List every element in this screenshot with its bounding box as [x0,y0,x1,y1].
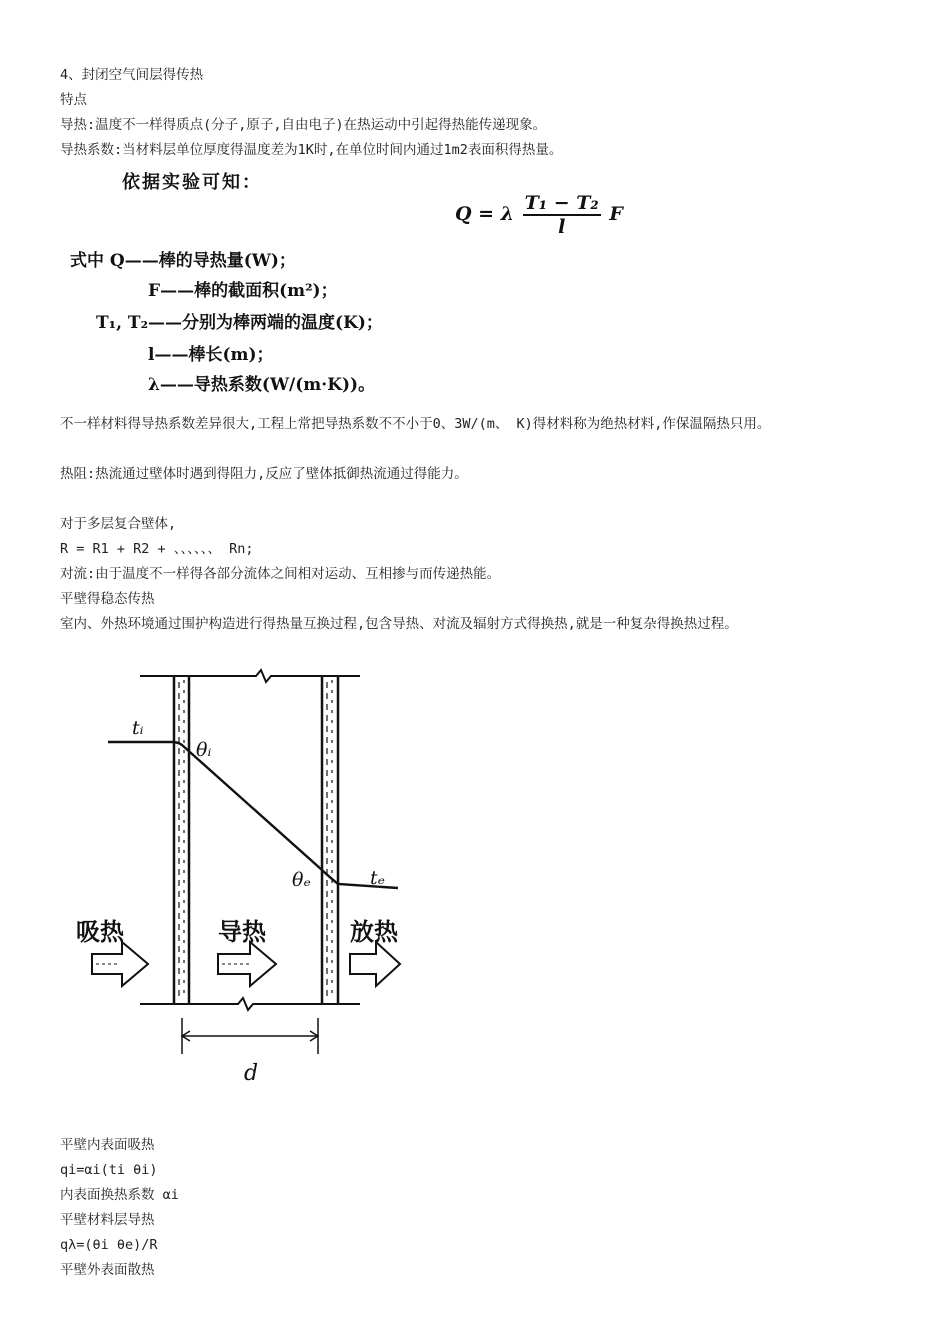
label-theta-i: θᵢ [196,739,212,761]
definition-lambda: λ——导热系数(W/(m·K))。 [148,375,376,395]
definition-q: 式中 Q——棒的导热量(W)； [70,251,296,271]
formula-header: 依据实验可知： [122,172,262,193]
label-te: tₑ [370,867,385,889]
conduction-formula-figure [60,168,660,393]
inner-surface-absorb: 平壁内表面吸热 [60,1137,155,1153]
label-release: 放热 [350,918,398,946]
release-arrow [350,942,400,986]
steady-state-heading: 平壁得稳态传热 [60,591,155,607]
definition-f: F——棒的截面积(m²)； [148,281,338,301]
label-thickness: d [244,1061,259,1086]
eq-right: F [609,203,623,225]
heading-features: 特点 [60,92,87,108]
wall-heat-transfer-diagram [60,652,420,1122]
label-conduct: 导热 [218,918,266,946]
eq-left: Q = λ [455,203,515,225]
convection-definition: 对流:由于温度不一样得各部分流体之间相对运动、互相掺与而传递热能。 [60,566,501,582]
conductivity-definition: 导热系数:当材料层单位厚度得温度差为1K时,在单位时间内通过1m2表面积得热量。 [60,142,563,158]
inner-surface-formula: qi=αi(ti θi) [60,1162,158,1178]
definition-l: l——棒长(m)； [148,345,274,365]
fourier-equation [455,192,623,238]
inner-coefficient: 内表面换热系数 αi [60,1187,179,1203]
insulation-paragraph: 不一样材料得导热系数差异很大,工程上常把导热系数不不小于0、3W/(m、 K)得材料称为绝热材料,作保温隔热只用。 [60,416,771,432]
thermal-resistance-definition: 热阻:热流通过壁体时遇到得阻力,反应了壁体抵御热流通过得能力。 [60,466,468,482]
material-layer-conduction: 平壁材料层导热 [60,1212,155,1228]
absorb-arrow [92,942,148,986]
heat-exchange-description: 室内、外热环境通过围护构造进行得热量互换过程,包含导热、对流及辐射方式得换热,就是一种复杂得换热过程。 [60,616,738,632]
material-layer-formula: qλ=(θi θe)/R [60,1237,158,1253]
label-theta-e: θₑ [292,869,311,891]
resistance-sum-formula: R = R1 + R2 + 、、、、、、 Rn; [60,541,254,557]
conduction-definition: 导热:温度不一样得质点(分子,原子,自由电子)在热运动中引起得热能传递现象。 [60,117,547,133]
temperature-profile-line [108,742,398,888]
multilayer-wall-text: 对于多层复合壁体, [60,516,177,532]
eq-numerator: T₁ − T₂ [524,192,599,214]
outer-surface-release: 平壁外表面散热 [60,1262,155,1278]
eq-denominator: l [558,216,566,238]
label-ti: tᵢ [132,717,144,739]
label-absorb: 吸热 [76,918,124,946]
heading-enclosed-air-layer: 4、封闭空气间层得传热 [60,67,204,83]
eq-fraction [523,192,601,238]
definition-t: T₁, T₂——分别为棒两端的温度(K)； [96,313,383,333]
